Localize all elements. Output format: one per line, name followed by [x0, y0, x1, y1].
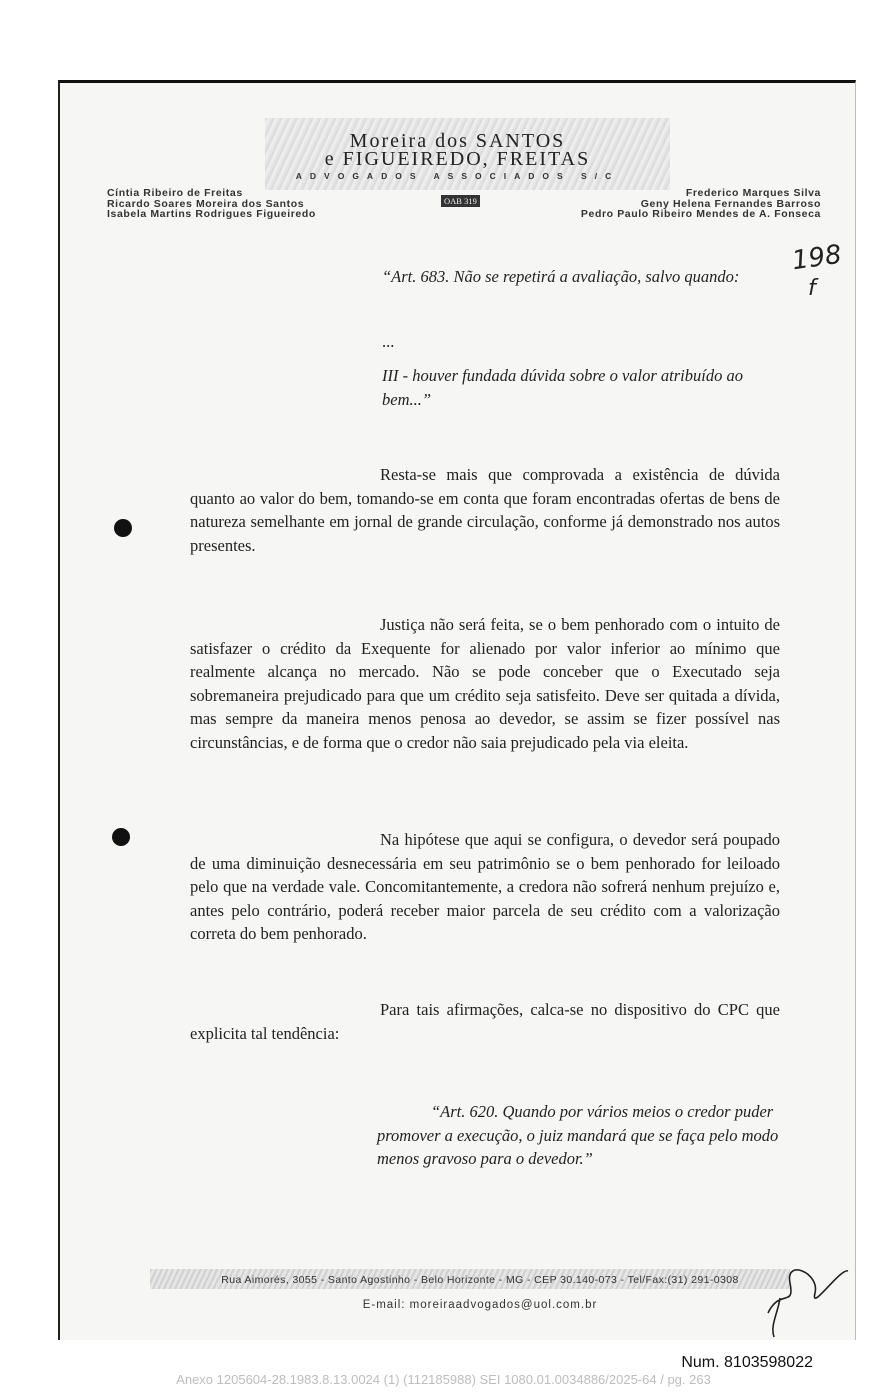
partner-name: Cíntia Ribeiro de Freitas: [107, 187, 243, 199]
quote-art-620: “Art. 620. Quando por vários meios o credor puder promover a execução, o juiz mandará que se faça pelo modo menos gravoso para o devedor.”: [377, 1102, 779, 1168]
handwritten-initial: f: [808, 276, 816, 301]
partner-name: Ricardo Soares Moreira dos Santos: [107, 197, 305, 210]
firm-subtitle: ADVOGADOS ASSOCIADOS S/C: [295, 171, 620, 181]
quote-item-iii: III - houver fundada dúvida sobre o valor atribuído ao bem...”: [382, 366, 743, 409]
scanned-page: [58, 80, 856, 1340]
oab-badge: OAB 319: [441, 195, 480, 207]
partner-name: Isabela Martins Rodrigues Figueiredo: [107, 208, 316, 220]
quote-ellipsis: ...: [382, 332, 395, 351]
partners-left: [107, 188, 316, 220]
partner-name: Pedro Paulo Ribeiro Mendes de A. Fonseca: [580, 208, 821, 220]
document-number-stamp: Num. 8103598022: [681, 1354, 813, 1371]
paragraph-3: Na hipótese que aqui se configura, o devedor será poupado de uma diminuição desnecessária em seu patrimônio se o bem penhorado for leiloado pelo que na verdade vale. Concomitantemente, a credora não sofrerá nenhum prejuízo e, antes pelo contrário, poderá receber maior parcela de seu crédito com a valorização correta do bem penhorado.: [190, 830, 780, 943]
handwritten-page-number: 198: [790, 239, 844, 277]
footer-email: E-mail: moreiraadvogados@uol.com.br: [362, 1299, 598, 1311]
punch-hole: [112, 828, 130, 846]
paragraph-2: Justiça não será feita, se o bem penhorado com o intuito de satisfazer o crédito da Exequente for alienado por valor inferior ao mínimo que realmente alcança no mercado. Não se pode conceber que o Executado seja sobremaneira prejudicado para que um crédito seja satisfeito. Deve ser quitada a dívida, mas sempre da maneira menos penosa ao devedor, se assim se fizer possível nas circunstâncias, e de forma que o credor não saia prejudicado pela via eleita.: [190, 615, 780, 752]
document-reference-stamp: Anexo 1205604-28.1983.8.13.0024 (1) (112185988) SEI 1080.01.0034886/2025-64 / pg. 263: [176, 1372, 711, 1387]
partner-name: Frederico Marques Silva: [685, 187, 821, 199]
partner-name: Geny Helena Fernandes Barroso: [640, 197, 821, 210]
paragraph-1: Resta-se mais que comprovada a existência de dúvida quanto ao valor do bem, tomando-se em conta que foram encontradas ofertas de bens de natureza semelhante em jornal de grande circulação, conforme já demonstrado nos autos presentes.: [190, 465, 780, 555]
partners-right: [581, 188, 821, 220]
punch-hole: [114, 519, 132, 537]
quote-art-683: “Art. 683. Não se repetirá a avaliação, salvo quando:: [382, 267, 740, 286]
firm-name-line1: Moreira dos SANTOS: [349, 130, 566, 152]
handwritten-signature: [760, 1253, 855, 1338]
footer-address: Rua Aimorés, 3055 - Santo Agostinho - Belo Horizonte - MG - CEP 30.140-073 - Tel/Fax:(31) 291-0308: [221, 1274, 739, 1286]
paragraph-4: Para tais afirmações, calca-se no dispositivo do CPC que explicita tal tendência:: [190, 1000, 780, 1043]
firm-name-line2: e FIGUEIREDO, FREITAS: [324, 148, 591, 170]
